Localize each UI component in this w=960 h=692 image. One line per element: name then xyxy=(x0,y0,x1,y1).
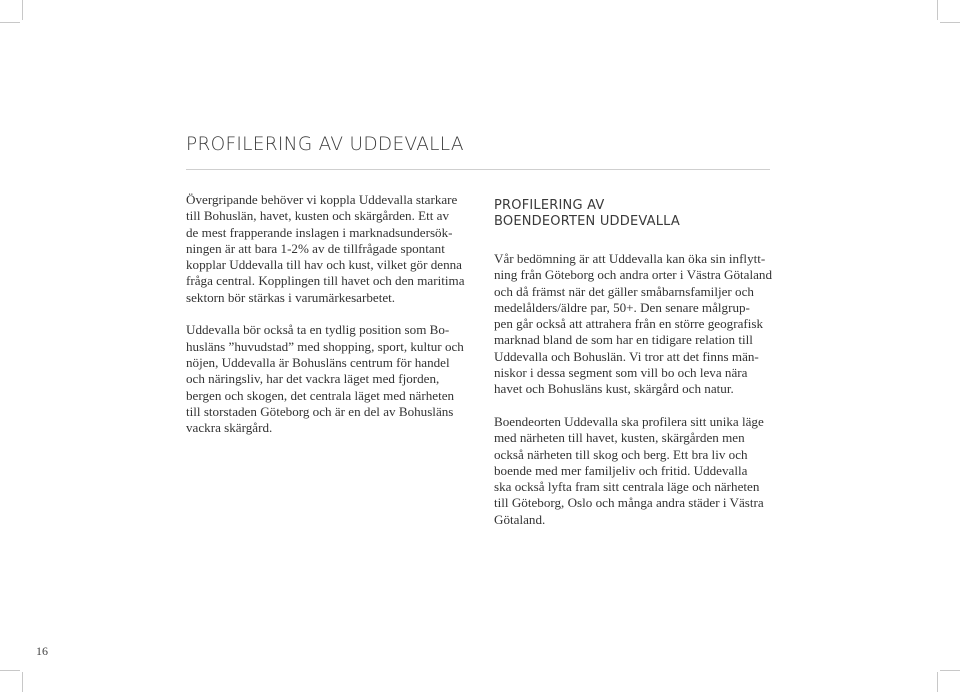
text-line: pen går också att attrahera från en större geografisk xyxy=(494,316,764,332)
crop-mark xyxy=(937,0,938,20)
text-line: niskor i dessa segment som vill bo och leva nära xyxy=(494,365,748,381)
text-line: till Göteborg, Oslo och många andra städer i Västra xyxy=(494,495,764,511)
text-line: ning från Göteborg och andra orter i Västra Götaland xyxy=(494,267,773,283)
section-heading xyxy=(494,198,784,229)
text-line: marknad bland de som har en tidigare relation till xyxy=(494,332,753,348)
crop-mark xyxy=(22,672,23,692)
crop-mark xyxy=(0,670,20,671)
text-line: husläns ”huvudstad” med shopping, sport, kultur och xyxy=(186,338,464,354)
left-paragraph-2 xyxy=(186,322,476,436)
text-line: bergen och skogen, det centrala läget med närheten xyxy=(186,387,455,403)
text-line: och näringsliv, har det vackra läget med fjorden, xyxy=(186,371,440,387)
crop-mark xyxy=(937,672,938,692)
section-heading-line: PROFILERING AV xyxy=(494,198,605,213)
crop-mark xyxy=(940,670,960,671)
text-line: medelålders/äldre par, 50+. Den senare målgrup- xyxy=(494,299,750,315)
crop-mark xyxy=(22,0,23,20)
text-line: havet och Bohusläns kust, skärgård och natur. xyxy=(494,381,734,397)
left-column xyxy=(186,192,476,436)
text-line: fråga central. Kopplingen till havet och den maritima xyxy=(186,273,465,289)
text-line: Vår bedömning är att Uddevalla kan öka sin inflytt- xyxy=(494,251,766,266)
left-paragraph-1 xyxy=(186,192,476,306)
text-line: de mest frapperande inslagen i marknadsundersök- xyxy=(186,224,453,240)
text-line: Uddevalla och Bohuslän. Vi tror att det finns män- xyxy=(494,348,759,364)
right-paragraph-2 xyxy=(494,414,784,528)
text-line: nöjen, Uddevalla är Bohusläns centrum för handel xyxy=(186,354,450,370)
right-column xyxy=(494,192,784,528)
text-line: vackra skärgård. xyxy=(186,420,273,436)
text-line: kopplar Uddevalla till hav och kust, vilket gör denna xyxy=(186,257,462,273)
text-line: sektorn bör stärkas i varumärkesarbetet. xyxy=(186,289,396,305)
text-line: också närheten till skog och berg. Ett bra liv och xyxy=(494,446,748,462)
text-line: Övergripande behöver vi koppla Uddevalla starkare xyxy=(186,192,458,207)
page-number: 16 xyxy=(36,644,48,658)
text-line: ska också lyfta fram sitt centrala läge och närheten xyxy=(494,479,760,495)
text-line: med närheten till havet, kusten, skärgården men xyxy=(494,430,745,446)
text-line: och då främst när det gäller småbarnsfamiljer och xyxy=(494,283,754,299)
section-heading-line: BOENDEORTEN UDDEVALLA xyxy=(494,213,680,229)
text-line: Uddevalla bör också ta en tydlig position som Bo- xyxy=(186,322,450,338)
text-line: ningen är att bara 1-2% av de tillfrågade spontant xyxy=(186,240,445,256)
page-title: PROFILERING AV UDDEVALLA xyxy=(186,134,464,155)
crop-mark xyxy=(0,22,20,23)
right-paragraph-1 xyxy=(494,251,784,398)
title-divider xyxy=(186,169,770,170)
text-line: Boendeorten Uddevalla ska profilera sitt unika läge xyxy=(494,413,764,429)
text-line: till storstaden Göteborg och är en del av Bohusläns xyxy=(186,403,454,419)
crop-mark xyxy=(940,22,960,23)
text-line: Götaland. xyxy=(494,511,546,527)
text-line: boende med mer familjeliv och fritid. Uddevalla xyxy=(494,462,748,478)
text-line: till Bohuslän, havet, kusten och skärgården. Ett av xyxy=(186,208,450,224)
